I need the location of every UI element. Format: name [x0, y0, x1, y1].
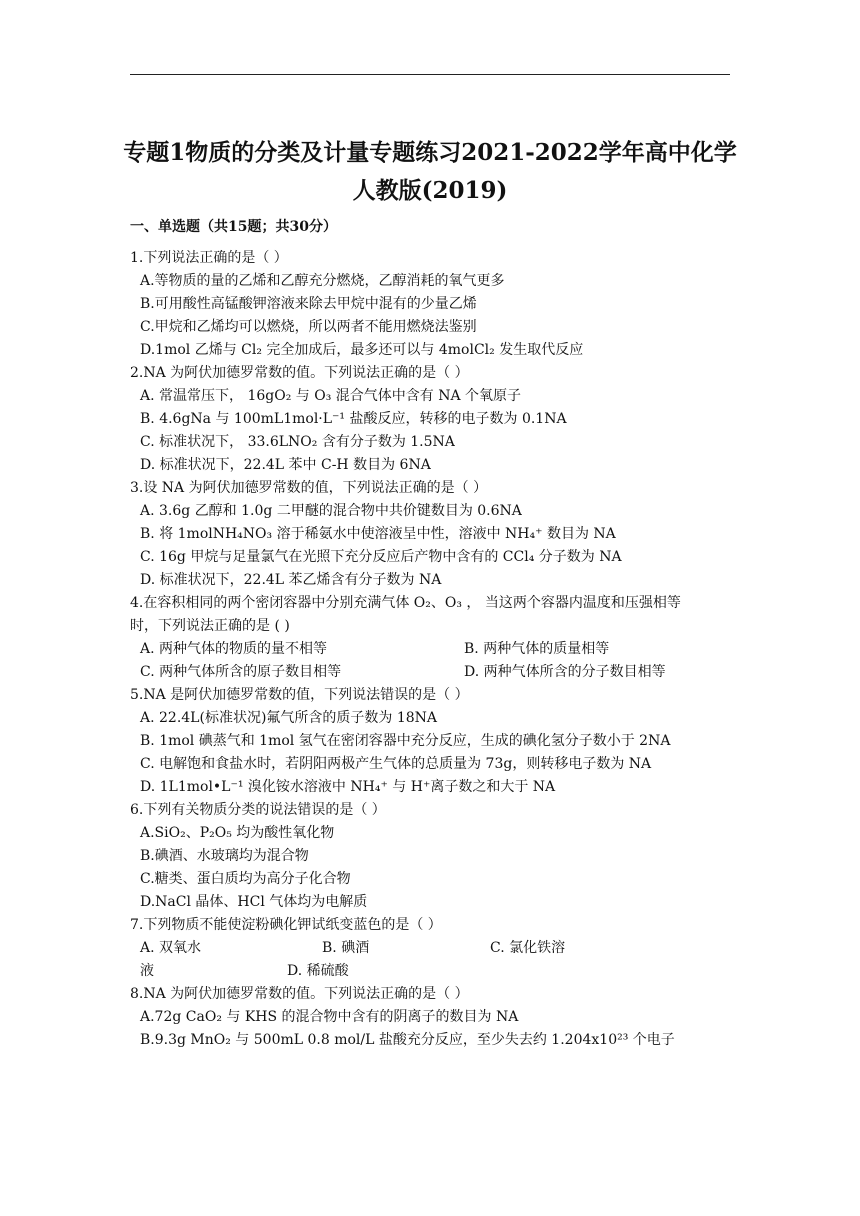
question-7-option-d: D. 稀硫酸: [287, 963, 349, 979]
question-5-stem: 5.NA 是阿伏加德罗常数的值，下列说法错误的是（ ）: [130, 687, 469, 703]
title-line-1: 专题1物质的分类及计量专题练习2021-2022学年高中化学: [123, 139, 737, 166]
question-4-option-a: A. 两种气体的物质的量不相等: [140, 641, 328, 657]
question-5-option-c: C. 电解饱和食盐水时，若阴阳两极产生气体的总质量为 73g，则转移电子数为 NA: [140, 756, 652, 772]
question-6-option-d: D.NaCl 晶体、HCl 气体均为电解质: [140, 894, 368, 910]
question-2-stem: 2.NA 为阿伏加德罗常数的值。下列说法正确的是（ ）: [130, 365, 469, 381]
question-4-option-b: B. 两种气体的质量相等: [464, 641, 610, 657]
question-6-option-c: C.糖类、蛋白质均为高分子化合物: [140, 871, 351, 887]
question-7-option-a: A. 双氧水: [140, 940, 202, 956]
title-line-2: 人教版(2019): [352, 177, 508, 204]
question-4-stem-line-2: 时，下列说法正确的是 ( ): [130, 618, 290, 634]
question-8-option-a: A.72g CaO₂ 与 KHS 的混合物中含有的阴离子的数目为 NA: [140, 1009, 519, 1025]
question-1-option-b: B.可用酸性高锰酸钾溶液来除去甲烷中混有的少量乙烯: [140, 296, 477, 312]
question-8-option-b: B.9.3g MnO₂ 与 500mL 0.8 mol/L 盐酸充分反应，至少失去约 1.204x10²³ 个电子: [140, 1032, 675, 1048]
question-4-option-c: C. 两种气体所含的原子数目相等: [140, 664, 342, 680]
question-2-option-c: C. 标准状况下， 33.6LNO₂ 含有分子数为 1.5NA: [140, 434, 455, 450]
question-4-options-row-1: [130, 639, 740, 659]
question-7-option-c-continued: 液: [140, 963, 154, 979]
question-1-option-c: C.甲烷和乙烯均可以燃烧，所以两者不能用燃烧法鉴别: [140, 319, 477, 335]
question-1-stem: 1.下列说法正确的是（ ）: [130, 250, 288, 266]
header-rule: [130, 74, 730, 75]
question-3-option-a: A. 3.6g 乙醇和 1.0g 二甲醚的混合物中共价键数目为 0.6NA: [140, 503, 522, 519]
question-5-option-a: A. 22.4L(标准状况)氟气所含的质子数为 18NA: [140, 710, 438, 726]
question-7-stem: 7.下列物质不能使淀粉碘化钾试纸变蓝色的是（ ）: [130, 917, 442, 933]
question-3-option-b: B. 将 1molNH₄NO₃ 溶于稀氨水中使溶液呈中性，溶液中 NH₄⁺ 数目为 NA: [140, 526, 616, 542]
question-8-stem: 8.NA 为阿伏加德罗常数的值。下列说法正确的是（ ）: [130, 986, 469, 1002]
section-heading: 一、单选题（共15题；共30分）: [130, 219, 337, 235]
question-1-option-a: A.等物质的量的乙烯和乙醇充分燃烧，乙醇消耗的氧气更多: [140, 273, 505, 289]
question-4-options-row-2: [130, 662, 740, 682]
question-4-stem-line-1: 4.在容积相同的两个密闭容器中分别充满气体 O₂、O₃ ， 当这两个容器内温度和压强相等: [130, 595, 681, 611]
question-6-option-b: B.碘酒、水玻璃均为混合物: [140, 848, 309, 864]
question-7-option-b: B. 碘酒: [322, 940, 370, 956]
question-2-option-a: A. 常温常压下， 16gO₂ 与 O₃ 混合气体中含有 NA 个氧原子: [140, 388, 522, 404]
question-2-option-d: D. 标准状况下，22.4L 苯中 C-H 数目为 6NA: [140, 457, 431, 473]
question-7-option-c: C. 氯化铁溶: [490, 940, 566, 956]
question-6-stem: 6.下列有关物质分类的说法错误的是（ ）: [130, 802, 386, 818]
question-2-option-b: B. 4.6gNa 与 100mL1mol·L⁻¹ 盐酸反应，转移的电子数为 0.1NA: [140, 411, 567, 427]
question-6-option-a: A.SiO₂、P₂O₅ 均为酸性氧化物: [140, 825, 335, 841]
question-3-stem: 3.设 NA 为阿伏加德罗常数的值，下列说法正确的是（ ）: [130, 480, 488, 496]
document-title: [120, 134, 740, 210]
question-3-option-d: D. 标准状况下，22.4L 苯乙烯含有分子数为 NA: [140, 572, 442, 588]
question-4-option-d: D. 两种气体所含的分子数目相等: [464, 664, 666, 680]
question-7-options-row-1: [130, 938, 740, 958]
question-5-option-b: B. 1mol 碘蒸气和 1mol 氢气在密闭容器中充分反应，生成的碘化氢分子数小于 2NA: [140, 733, 671, 749]
question-1-option-d: D.1mol 乙烯与 Cl₂ 完全加成后，最多还可以与 4molCl₂ 发生取代反应: [140, 342, 584, 358]
question-5-option-d: D. 1L1mol•L⁻¹ 溴化铵水溶液中 NH₄⁺ 与 H⁺离子数之和大于 NA: [140, 779, 556, 795]
question-7-options-row-2: [130, 961, 740, 981]
question-3-option-c: C. 16g 甲烷与足量氯气在光照下充分反应后产物中含有的 CCl₄ 分子数为 NA: [140, 549, 622, 565]
